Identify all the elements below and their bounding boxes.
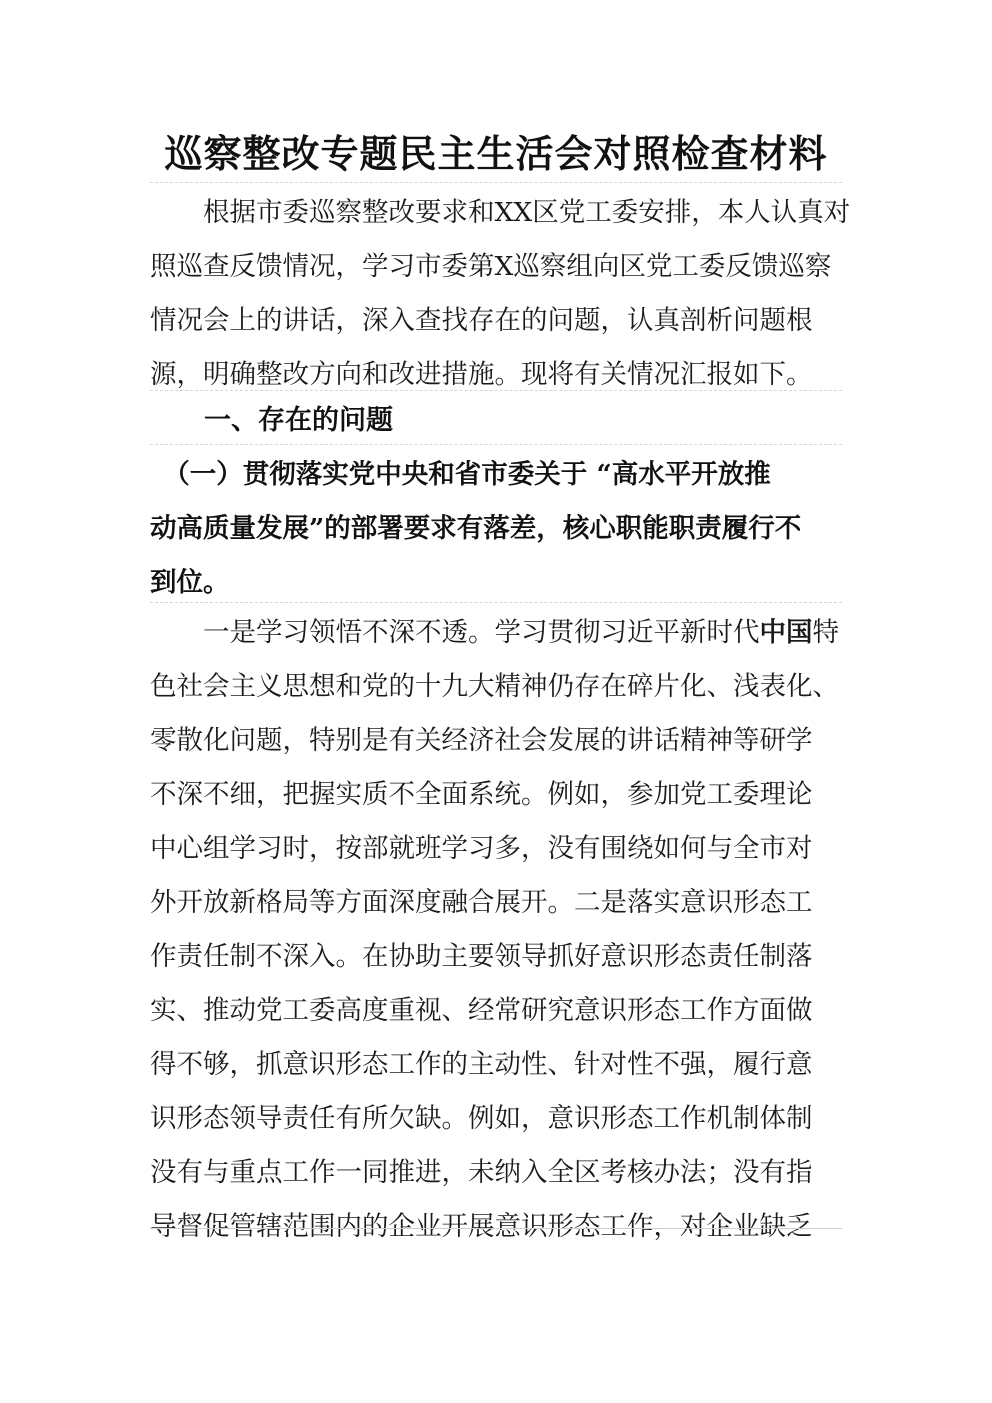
- text-line: 实、推动党工委高度重视、经常研究意识形态工作方面做: [150, 995, 813, 1026]
- emphasized-text: 中国: [759, 617, 813, 648]
- text-line: 作责任制不深入。在协助主要领导抓好意识形态责任制落: [150, 941, 813, 972]
- text-line: 得不够，抓意识形态工作的主动性、针对性不强，履行意: [150, 1049, 813, 1080]
- text-line: 根据市委巡察整改要求和XX区党工委安排，本人认真对: [150, 197, 851, 228]
- text-line: 源，明确整改方向和改进措施。现将有关情况汇报如下。: [150, 359, 813, 390]
- text-line: [150, 606, 842, 660]
- text-segment: 特: [812, 617, 839, 648]
- divider: [150, 444, 842, 445]
- text-line: 情况会上的讲话，深入查找存在的问题，认真剖析问题根: [150, 305, 813, 336]
- text-line: 导督促管辖范围内的企业开展意识形态工作，对企业缺乏: [150, 1211, 813, 1242]
- text-line: 外开放新格局等方面深度融合展开。二是落实意识形态工: [150, 887, 813, 918]
- body-paragraph: [150, 606, 842, 1254]
- text-line: 零散化问题，特别是有关经济社会发展的讲话精神等研学: [150, 725, 813, 756]
- section-heading-block: [150, 394, 842, 448]
- section-heading: 一、存在的问题: [150, 405, 393, 436]
- subheading-line: 到位。: [150, 567, 230, 598]
- text-line: 色社会主义思想和党的十九大精神仍存在碎片化、浅表化、: [150, 671, 839, 702]
- divider: [150, 390, 842, 391]
- text-line: 不深不细，把握实质不全面系统。例如，参加党工委理论: [150, 779, 813, 810]
- divider: [150, 1228, 842, 1229]
- intro-paragraph: [150, 186, 851, 402]
- divider: [150, 602, 842, 603]
- text-line: 没有与重点工作一同推进，未纳入全区考核办法；没有指: [150, 1157, 813, 1188]
- text-line: 照巡查反馈情况，学习市委第X巡察组向区党工委反馈巡察: [150, 251, 832, 282]
- document-title: 巡察整改专题民主生活会对照检查材料: [164, 131, 828, 176]
- text-line: 识形态领导责任有所欠缺。例如，意识形态工作机制体制: [150, 1103, 813, 1134]
- divider: [150, 182, 842, 183]
- text-line: 中心组学习时，按部就班学习多，没有围绕如何与全市对: [150, 833, 813, 864]
- subheading-block: [150, 448, 842, 610]
- text-segment: 一是学习领悟不深不透。学习贯彻习近平新时代: [150, 617, 760, 648]
- subheading-line: （一）贯彻落实党中央和省市委关于 “高水平开放推: [150, 459, 771, 490]
- subheading-line: 动高质量发展”的部署要求有落差，核心职能职责履行不: [150, 513, 802, 544]
